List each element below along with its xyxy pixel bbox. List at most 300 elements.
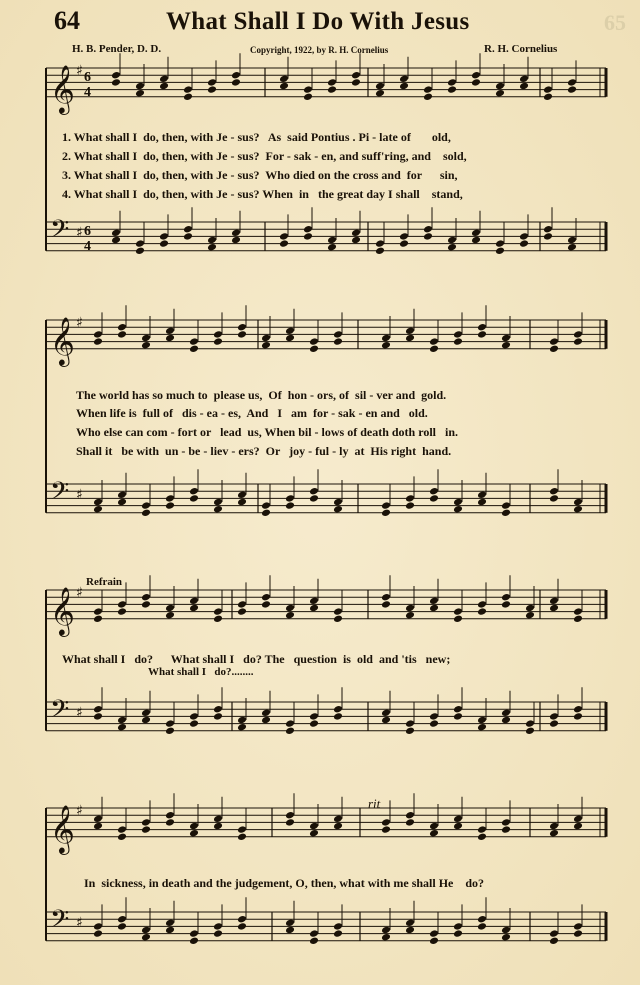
notehead	[333, 330, 343, 339]
time-signature-top: 6	[84, 70, 91, 85]
notehead	[141, 334, 151, 343]
notehead	[501, 341, 511, 350]
notehead	[261, 501, 271, 510]
notehead	[477, 491, 487, 500]
notehead	[93, 498, 103, 507]
notehead	[333, 615, 343, 624]
notehead	[117, 716, 127, 725]
notehead	[333, 922, 343, 931]
notehead	[549, 597, 559, 606]
notehead	[501, 818, 511, 827]
notehead	[381, 593, 391, 602]
copyright-notice: Copyright, 1922, by R. H. Cornelius	[250, 45, 389, 55]
notehead	[423, 85, 433, 94]
notehead	[501, 334, 511, 343]
notehead	[309, 494, 319, 503]
notehead	[405, 501, 415, 510]
notehead	[405, 811, 415, 820]
notehead	[237, 498, 247, 507]
notehead	[477, 716, 487, 725]
notehead	[309, 822, 319, 831]
sharp-icon: ♯	[76, 585, 83, 601]
notehead	[453, 929, 463, 938]
sharp-icon: ♯	[76, 487, 83, 503]
notehead	[573, 822, 583, 831]
notehead	[237, 607, 247, 616]
notehead	[303, 232, 313, 241]
notehead	[141, 509, 151, 518]
notehead	[453, 607, 463, 616]
notehead	[189, 494, 199, 503]
notehead	[381, 818, 391, 827]
notehead	[261, 334, 271, 343]
notehead	[333, 498, 343, 507]
notehead	[543, 93, 553, 102]
notehead	[405, 327, 415, 336]
notehead	[309, 712, 319, 721]
notehead	[477, 330, 487, 339]
notehead	[165, 719, 175, 728]
refrain-line-1-alt: What shall I do?........	[148, 666, 254, 678]
notehead	[333, 712, 343, 721]
notehead	[525, 604, 535, 613]
notehead	[477, 323, 487, 332]
notehead	[117, 915, 127, 924]
notehead	[351, 71, 361, 80]
notehead	[453, 815, 463, 824]
notehead	[351, 229, 361, 238]
notehead	[141, 600, 151, 609]
notehead	[165, 919, 175, 928]
notehead	[165, 611, 175, 620]
notehead	[573, 705, 583, 714]
notehead	[213, 337, 223, 346]
sharp-icon: ♯	[76, 705, 83, 721]
notehead	[405, 719, 415, 728]
sharp-icon: ♯	[76, 915, 83, 931]
notehead	[495, 82, 505, 91]
notehead	[213, 705, 223, 714]
notehead	[213, 615, 223, 624]
notehead	[549, 822, 559, 831]
notehead	[135, 239, 145, 248]
notehead	[165, 494, 175, 503]
sharp-icon: ♯	[76, 315, 83, 331]
notehead	[285, 727, 295, 736]
notehead	[405, 727, 415, 736]
notehead	[501, 709, 511, 718]
notehead	[117, 607, 127, 616]
notehead	[477, 922, 487, 931]
notehead	[453, 615, 463, 624]
notehead	[525, 727, 535, 736]
notehead	[237, 833, 247, 842]
notehead	[117, 600, 127, 609]
notehead	[405, 334, 415, 343]
notehead	[495, 89, 505, 98]
notehead	[453, 330, 463, 339]
hymn-title: What Shall I Do With Jesus	[166, 8, 470, 35]
notehead	[453, 505, 463, 514]
notehead	[285, 811, 295, 820]
notehead	[111, 236, 121, 245]
notehead	[327, 236, 337, 245]
notehead	[141, 716, 151, 725]
notehead	[333, 607, 343, 616]
verse-3-line-2: Who else can com - fort or lead us, When bil - lows of death doth roll in.	[76, 425, 459, 439]
notehead	[189, 712, 199, 721]
notehead	[213, 712, 223, 721]
notehead	[501, 600, 511, 609]
notehead	[237, 600, 247, 609]
notehead	[213, 922, 223, 931]
notehead	[207, 236, 217, 245]
notehead	[573, 337, 583, 346]
notehead	[543, 225, 553, 234]
notehead	[495, 239, 505, 248]
notehead	[285, 926, 295, 935]
notehead	[159, 239, 169, 248]
notehead	[285, 327, 295, 336]
notehead	[429, 719, 439, 728]
notehead	[93, 922, 103, 931]
notehead	[279, 82, 289, 91]
notehead	[261, 341, 271, 350]
notehead	[93, 929, 103, 938]
notehead	[141, 341, 151, 350]
notehead	[405, 611, 415, 620]
notehead	[399, 75, 409, 84]
notehead	[111, 71, 121, 80]
notehead	[165, 604, 175, 613]
notehead	[351, 78, 361, 87]
notehead	[93, 337, 103, 346]
notehead	[429, 337, 439, 346]
notehead	[279, 232, 289, 241]
notehead	[333, 337, 343, 346]
notehead	[567, 243, 577, 252]
notehead	[279, 239, 289, 248]
notehead	[429, 829, 439, 838]
notehead	[285, 494, 295, 503]
notehead	[573, 615, 583, 624]
notehead	[237, 716, 247, 725]
notehead	[351, 236, 361, 245]
lyricist-credit: H. B. Pender, D. D.	[72, 43, 162, 55]
notehead	[429, 604, 439, 613]
notehead	[399, 239, 409, 248]
notehead	[453, 705, 463, 714]
notehead	[549, 929, 559, 938]
notehead	[285, 719, 295, 728]
notehead	[549, 345, 559, 354]
notehead	[117, 330, 127, 339]
notehead	[183, 93, 193, 102]
notehead	[309, 604, 319, 613]
notehead	[429, 487, 439, 496]
notehead	[93, 607, 103, 616]
notehead	[189, 597, 199, 606]
notehead	[501, 501, 511, 510]
notehead	[213, 505, 223, 514]
notehead	[381, 716, 391, 725]
notehead	[471, 78, 481, 87]
notehead	[309, 487, 319, 496]
notehead	[405, 818, 415, 827]
notehead	[237, 491, 247, 500]
notehead	[399, 82, 409, 91]
notehead	[231, 229, 241, 238]
notehead	[213, 330, 223, 339]
notehead	[525, 611, 535, 620]
notehead	[237, 723, 247, 732]
notehead	[477, 600, 487, 609]
notehead	[237, 323, 247, 332]
notehead	[309, 337, 319, 346]
notehead	[381, 600, 391, 609]
notehead	[189, 937, 199, 946]
notehead	[207, 85, 217, 94]
notehead	[381, 509, 391, 518]
notehead	[549, 604, 559, 613]
notehead	[381, 825, 391, 834]
notehead	[237, 330, 247, 339]
notehead	[141, 818, 151, 827]
notehead	[381, 334, 391, 343]
treble-clef-icon: 𝄞	[50, 63, 75, 113]
notehead	[237, 915, 247, 924]
notehead	[309, 937, 319, 946]
notehead	[375, 239, 385, 248]
notehead	[189, 487, 199, 496]
notehead	[495, 247, 505, 256]
notehead	[381, 341, 391, 350]
notehead	[93, 615, 103, 624]
notehead	[477, 915, 487, 924]
notehead	[573, 505, 583, 514]
verse-4-line-2: Shall it be with un - be - liev - ers? Or joy - ful - ly at His right hand.	[76, 444, 452, 458]
notehead	[165, 334, 175, 343]
bass-clef-icon: 𝄢	[50, 215, 70, 250]
notehead	[453, 822, 463, 831]
notehead	[159, 232, 169, 241]
notehead	[261, 709, 271, 718]
notehead	[327, 85, 337, 94]
notehead	[501, 933, 511, 942]
notehead	[525, 719, 535, 728]
notehead	[111, 78, 121, 87]
notehead	[375, 82, 385, 91]
notehead	[285, 919, 295, 928]
notehead	[207, 243, 217, 252]
notehead	[327, 243, 337, 252]
notehead	[165, 811, 175, 820]
verse-4-line-1: 4. What shall I do, then, with Je - sus? When in the great day I shall stand,	[62, 187, 463, 201]
notehead	[261, 716, 271, 725]
notehead	[93, 815, 103, 824]
notehead	[117, 323, 127, 332]
notehead	[501, 926, 511, 935]
notehead	[189, 719, 199, 728]
notehead	[573, 607, 583, 616]
notehead	[381, 933, 391, 942]
notehead	[309, 345, 319, 354]
notehead	[405, 919, 415, 928]
notehead	[285, 501, 295, 510]
notehead	[141, 933, 151, 942]
notehead	[453, 498, 463, 507]
notehead	[237, 922, 247, 931]
notehead	[477, 825, 487, 834]
notehead	[93, 705, 103, 714]
notehead	[567, 85, 577, 94]
notehead	[135, 82, 145, 91]
notehead	[231, 71, 241, 80]
notehead	[159, 82, 169, 91]
notehead	[333, 822, 343, 831]
notehead	[453, 922, 463, 931]
bass-clef-icon: 𝄢	[50, 905, 70, 940]
notehead	[261, 509, 271, 518]
notehead	[159, 75, 169, 84]
notehead	[381, 926, 391, 935]
refrain-line-1: What shall I do? What shall I do? The question is old and 'tis new;	[62, 652, 451, 666]
notehead	[183, 85, 193, 94]
notehead	[285, 604, 295, 613]
composer-credit: R. H. Cornelius	[484, 43, 558, 55]
notehead	[573, 330, 583, 339]
sharp-icon: ♯	[76, 63, 83, 79]
notehead	[285, 611, 295, 620]
notehead	[519, 232, 529, 241]
notehead	[285, 818, 295, 827]
notehead	[213, 815, 223, 824]
notehead	[501, 509, 511, 518]
notehead	[549, 937, 559, 946]
notehead	[543, 232, 553, 241]
notehead	[375, 247, 385, 256]
notehead	[429, 822, 439, 831]
notehead	[303, 93, 313, 102]
notehead	[423, 232, 433, 241]
notehead	[165, 327, 175, 336]
notehead	[93, 822, 103, 831]
treble-clef-icon: 𝄞	[50, 585, 75, 635]
notehead	[213, 929, 223, 938]
sharp-icon: ♯	[76, 225, 83, 241]
notehead	[549, 719, 559, 728]
notehead	[189, 345, 199, 354]
refrain-line-2: In sickness, in death and the judgement, O, then, what with me shall He do?	[84, 876, 485, 890]
notehead	[381, 709, 391, 718]
notehead	[429, 929, 439, 938]
notehead	[333, 705, 343, 714]
notehead	[477, 607, 487, 616]
verse-1-line-2: The world has so much to please us, Of hon - ors, of sil - ver and gold.	[76, 388, 447, 402]
notehead	[213, 607, 223, 616]
time-signature-bottom: 4	[84, 85, 91, 100]
notehead	[543, 85, 553, 94]
notehead	[573, 815, 583, 824]
notehead	[333, 815, 343, 824]
notehead	[261, 593, 271, 602]
notehead	[309, 929, 319, 938]
treble-clef-icon: 𝄞	[50, 315, 75, 365]
notehead	[189, 829, 199, 838]
notehead	[213, 822, 223, 831]
notehead	[471, 229, 481, 238]
notehead	[471, 236, 481, 245]
time-signature-top: 6	[84, 224, 91, 239]
notehead	[285, 334, 295, 343]
notehead	[213, 498, 223, 507]
notehead	[573, 712, 583, 721]
notehead	[189, 337, 199, 346]
notehead	[429, 937, 439, 946]
notehead	[549, 494, 559, 503]
notehead	[429, 597, 439, 606]
notehead	[117, 922, 127, 931]
notehead	[207, 78, 217, 87]
notehead	[453, 337, 463, 346]
ritardando-mark: rit	[368, 796, 381, 811]
notehead	[549, 487, 559, 496]
notehead	[141, 709, 151, 718]
notehead	[141, 501, 151, 510]
verse-3-line-1: 3. What shall I do, then, with Je - sus? Who died on the cross and for sin,	[62, 168, 458, 182]
bleed-through-number: 65	[604, 10, 626, 35]
notehead	[501, 716, 511, 725]
notehead	[447, 78, 457, 87]
notehead	[519, 75, 529, 84]
notehead	[309, 829, 319, 838]
refrain-label: Refrain	[86, 576, 123, 588]
notehead	[519, 82, 529, 91]
notehead	[549, 712, 559, 721]
notehead	[189, 604, 199, 613]
notehead	[429, 712, 439, 721]
notehead	[423, 93, 433, 102]
notehead	[453, 712, 463, 721]
notehead	[423, 225, 433, 234]
notehead	[471, 71, 481, 80]
notehead	[117, 498, 127, 507]
notehead	[183, 225, 193, 234]
notehead	[381, 501, 391, 510]
notehead	[429, 345, 439, 354]
notehead	[141, 593, 151, 602]
notehead	[237, 825, 247, 834]
notehead	[333, 929, 343, 938]
verse-1-line-1: 1. What shall I do, then, with Je - sus? As said Pontius . Pi - late of old,	[62, 130, 451, 144]
notehead	[117, 833, 127, 842]
notehead	[117, 825, 127, 834]
notehead	[447, 243, 457, 252]
notehead	[165, 501, 175, 510]
notehead	[135, 247, 145, 256]
notehead	[279, 75, 289, 84]
notehead	[141, 926, 151, 935]
notehead	[519, 239, 529, 248]
notehead	[189, 929, 199, 938]
notehead	[501, 593, 511, 602]
notehead	[231, 78, 241, 87]
notehead	[477, 498, 487, 507]
notehead	[165, 926, 175, 935]
notehead	[429, 494, 439, 503]
notehead	[183, 232, 193, 241]
notehead	[93, 505, 103, 514]
